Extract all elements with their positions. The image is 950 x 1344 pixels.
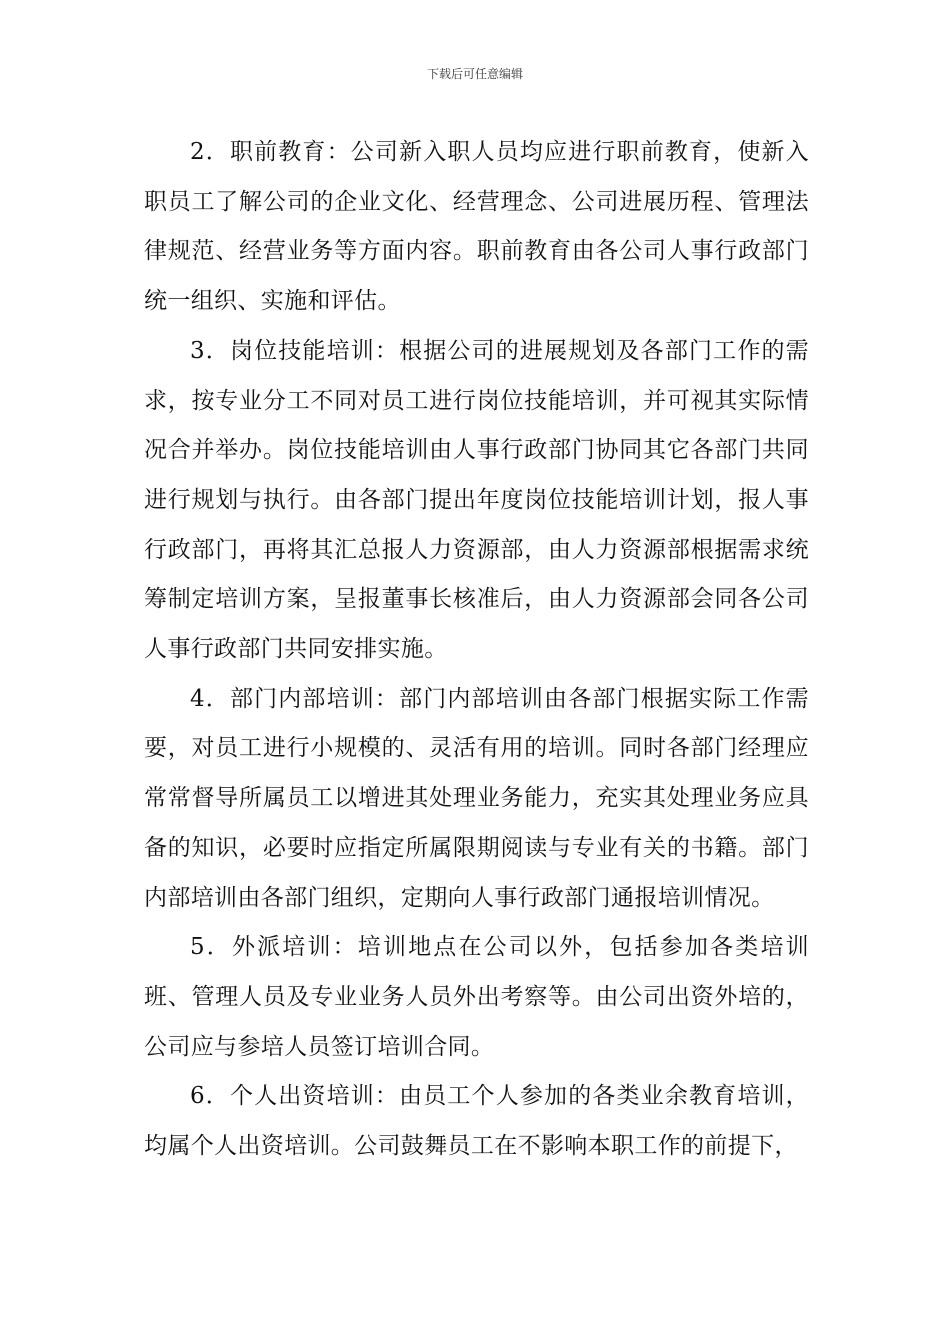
page-header: 下载后可任意编辑 [426,67,523,81]
paragraph-department-internal-training: 4．部门内部培训：部门内部培训由各部门根据实际工作需要，对员工进行小规模的、灵活有用的培训。同时各部门经理应常常督导所属员工以增进其处理业务能力，充实其处理业务应具备的知识，必要时应指定所属限期阅读与专业有关的书籍。部门内部培训由各部门组织，定期向人事行政部门通报培训情况。 [144,685,809,911]
paragraph-external-training: 5．外派培训：培训地点在公司以外，包括参加各类培训班、管理人员及专业业务人员外出考察等。由公司出资外培的，公司应与参培人员签订培训合同。 [144,934,809,1060]
paragraph-self-funded-training: 6．个人出资培训：由员工个人参加的各类业余教育培训，均属个人出资培训。公司鼓舞员工在不影响本职工作的前提下， [144,1083,809,1160]
paragraph-job-skills-training: 3．岗位技能培训：根据公司的进展规划及各部门工作的需求，按专业分工不同对员工进行岗位技能培训，并可视其实际情况合并举办。岗位技能培训由人事行政部门协同其它各部门共同进行规划与执行。由各部门提出年度岗位技能培训计划，报人事行政部门，再将其汇总报人力资源部，由人力资源部根据需求统筹制定培训方案，呈报董事长核准后，由人力资源部会同各公司人事行政部门共同安排实施。 [144,337,809,663]
document-body [144,128,809,1172]
paragraph-pre-job-education: 2．职前教育：公司新入职人员均应进行职前教育，使新入职员工了解公司的企业文化、经营理念、公司进展历程、管理法律规范、经营业务等方面内容。职前教育由各公司人事行政部门统一组织、实施和评估。 [144,139,809,315]
